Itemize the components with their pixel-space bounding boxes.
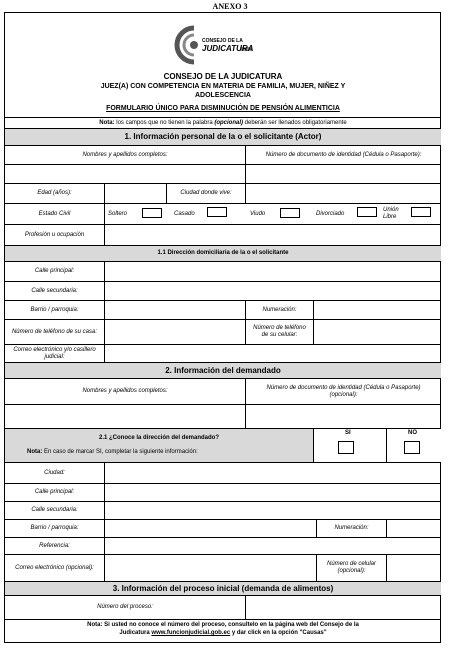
s1-names-field[interactable]	[5, 165, 246, 183]
s2-names-field[interactable]	[5, 405, 246, 428]
s11-main-street-label: Calle principal:	[5, 262, 105, 281]
s1-names-label: Nombres y apellidos completos:	[5, 146, 246, 164]
s21-row-email	[5, 554, 441, 581]
s21-no-checkbox[interactable]	[404, 441, 420, 454]
s21-question: 2.1 ¿Conoce la dirección del demandado?	[5, 429, 314, 462]
s1-married-checkbox[interactable]	[207, 207, 227, 217]
judicial-website-link[interactable]: www.funcionjudicial.gob.ec	[151, 630, 231, 636]
s1-single-checkbox[interactable]	[142, 208, 162, 218]
s1-row-inputs	[5, 164, 441, 183]
section-2-title: 2. Información del demandado	[5, 362, 441, 378]
s2-names-label: Nombres y apellidos completos:	[5, 379, 246, 404]
s21-row-district	[5, 519, 441, 537]
s11-email-label: Correo electrónico y/o casillero judicial:	[5, 345, 105, 362]
s11-row-phones	[5, 319, 441, 344]
org-title: CONSEJO DE LA JUDICATURA	[163, 72, 283, 81]
s3-process-field[interactable]	[246, 596, 441, 619]
s1-profession-label: Profesión u ocupación	[5, 225, 105, 245]
s1-city-field[interactable]	[246, 184, 441, 203]
s21-reference-field[interactable]	[105, 538, 441, 554]
footer-note	[8, 621, 438, 637]
s21-main-street-field[interactable]	[105, 484, 441, 501]
s11-row-district	[5, 300, 441, 319]
s1-profession-field[interactable]	[105, 225, 441, 245]
form-title: FORMULARIO ÚNICO PARA DISMINUCIÓN DE PENSIÓN ALIMENTICIA	[106, 105, 340, 112]
s1-divorced-label: Divorciado	[316, 210, 345, 217]
s1-row-profession	[5, 224, 441, 245]
s1-married-label: Casado	[174, 210, 195, 217]
section-3-title: 3. Información del proceso inicial (demanda de alimentos)	[5, 581, 441, 595]
section-1-1-title: 1.1 Dirección domiciliaria de la o el solicitante	[5, 245, 441, 261]
s11-email-field[interactable]	[105, 345, 441, 362]
s1-row-headers	[5, 145, 441, 164]
s11-row-main	[5, 261, 441, 281]
s21-number-label: Numeración:	[317, 520, 387, 537]
judicatura-logo	[172, 20, 267, 70]
s11-home-phone-field[interactable]	[105, 320, 246, 344]
s1-widow-label: Viudo	[250, 210, 266, 217]
s3-process-label: Número del proceso:	[5, 596, 246, 619]
s21-no-label: NO	[408, 430, 417, 436]
s1-row-civil	[5, 203, 441, 224]
s21-city-label: Ciudad:	[5, 463, 105, 483]
s11-row-secondary	[5, 281, 441, 300]
s11-secondary-street-field[interactable]	[105, 282, 441, 300]
s2-row-headers	[5, 378, 441, 404]
s1-widow-checkbox[interactable]	[280, 208, 300, 218]
footer-line-1: Nota: Si usted no conoce el número del proceso, consultelo en la página web del Consejo de la	[87, 622, 359, 628]
s21-district-label: Barrio / parroquia:	[5, 520, 105, 537]
s21-row-secondary	[5, 501, 441, 519]
s1-union-label: Unión Libre	[383, 207, 399, 220]
s11-district-label: Barrio / parroquia:	[5, 301, 105, 319]
s11-number-field[interactable]	[314, 301, 441, 319]
s21-cell-label: Número de celular (opcional):	[317, 555, 387, 581]
s1-union-checkbox[interactable]	[411, 207, 431, 217]
s21-row-main	[5, 483, 441, 501]
s21-secondary-street-label: Calle secundaria:	[5, 502, 105, 519]
s21-email-field[interactable]	[105, 555, 317, 581]
s11-home-phone-label: Número de teléfono de su casa:	[5, 320, 105, 344]
s21-row-city	[5, 462, 441, 483]
s11-number-label: Numeración:	[246, 301, 314, 319]
s1-single-label: Soltero	[108, 210, 128, 217]
s1-doc-label: Número de documento de identidad (Cédula o Pasaporte):	[265, 151, 422, 158]
s2-doc-field[interactable]	[246, 405, 441, 428]
s2-row-inputs	[5, 404, 441, 428]
s11-row-email	[5, 344, 441, 362]
logo-text-line2: JUDICATURA	[202, 44, 254, 53]
s21-reference-label: Referencia:	[5, 538, 105, 554]
logo-text-line1: CONSEJO DE LA	[202, 38, 243, 44]
judge-line-2: ADOLESCENCIA	[194, 92, 251, 99]
footer-line-2: Judicatura www.funcionjudicial.gob.ec y dar click en la opción "Causas"	[119, 630, 327, 636]
s21-row-reference	[5, 537, 441, 554]
s21-city-field[interactable]	[105, 463, 441, 483]
s1-row-age	[5, 183, 441, 203]
s21-yes-checkbox[interactable]	[338, 441, 354, 454]
s21-main-street-label: Calle principal:	[5, 484, 105, 501]
s1-doc-field[interactable]	[246, 165, 441, 183]
s21-district-field[interactable]	[105, 520, 317, 537]
s1-union-option[interactable]	[380, 204, 410, 224]
s21-note: Nota: En caso de marcar SI, completar la siguiente información:	[27, 449, 198, 455]
s3-row-process	[5, 595, 441, 620]
note-top: Nota: los campos que no tienen la palabra (opcional) deberán ser llenados obligatoriamente	[5, 117, 441, 128]
s1-divorced-checkbox[interactable]	[357, 207, 377, 217]
s21-cell-field[interactable]	[387, 555, 441, 581]
s11-secondary-street-label: Calle secundaria:	[5, 282, 105, 300]
s21-question-row	[5, 428, 441, 462]
s21-email-label: Correo electrónico (opcional):	[5, 555, 105, 581]
s11-cell-phone-label: Número de teléfono de su celular:	[246, 320, 314, 344]
judge-line-1: JUEZ(A) CON COMPETENCIA EN MATERIA DE FAMILIA, MUJER, NIÑEZ Y	[100, 83, 346, 90]
s1-age-field[interactable]	[105, 184, 167, 203]
annex-label: ANEXO 3	[212, 2, 248, 11]
s11-cell-phone-field[interactable]	[314, 320, 441, 344]
s1-age-label: Edad (años):	[5, 184, 105, 203]
s2-doc-label: Número de documento de identidad (Cédula o Pasaporte) (opcional):	[266, 384, 421, 398]
s21-yes-label: SI	[345, 430, 351, 436]
section-1-title: 1. Información personal de la o el solicitante (Actor)	[5, 128, 441, 145]
s21-number-field[interactable]	[387, 520, 441, 537]
s1-city-label: Ciudad donde vive:	[167, 184, 246, 203]
s1-civil-label: Estado Civil	[5, 204, 105, 224]
s21-secondary-street-field[interactable]	[105, 502, 441, 519]
s11-district-field[interactable]	[105, 301, 246, 319]
s11-main-street-field[interactable]	[105, 262, 441, 281]
